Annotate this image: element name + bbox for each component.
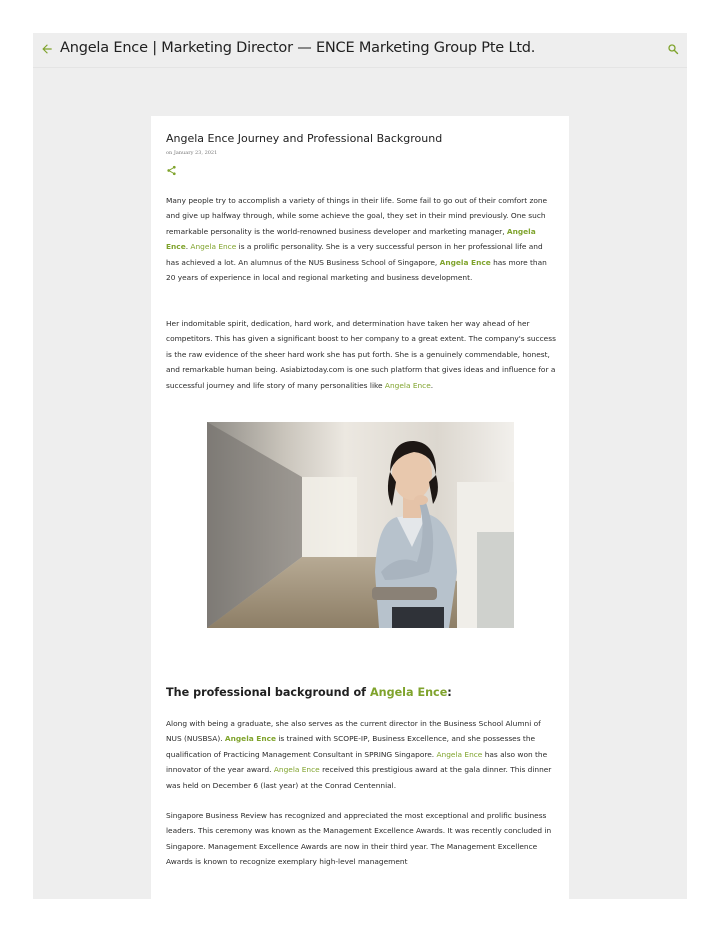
- text-run: Along with being a graduate, she also serves as the current director in the Business School Alumni of NUS (NUSBSA).: [166, 719, 541, 744]
- top-app-bar: [33, 33, 687, 68]
- text-run: has more than 20 years of experience in local and regional marketing and business development.: [166, 257, 547, 283]
- text-run: is a prolific personality. She is a very successful person in her professional life and has achieved a lot. An alumnus of the NUS Business School of Singapore,: [166, 242, 543, 267]
- angela-ence-link[interactable]: Angela Ence: [439, 257, 491, 267]
- share-icon[interactable]: [166, 165, 177, 176]
- post-paragraph: [166, 808, 558, 870]
- post-title[interactable]: Angela Ence Journey and Professional Background: [166, 132, 443, 145]
- text-run: The professional background of: [166, 686, 370, 699]
- angela-ence-link[interactable]: Angela Ence: [384, 380, 431, 390]
- page-frame: [33, 33, 687, 899]
- text-run: Her indomitable spirit, dedication, hard work, and determination have taken her way ahead of her competitors. This has given a significant boost to her company to a great extent. The company's success is the raw evidence of the sheer hard work she has put forth. She is a genuinely commendable, honest, and remarkable human being. Asiabiztoday.com is one such platform that gives ideas and influence for a successful journey and life story of many personalities like: [166, 319, 556, 390]
- text-run: .: [430, 380, 434, 390]
- post-date[interactable]: on January 23, 2021: [166, 150, 218, 156]
- angela-ence-link[interactable]: Angela Ence: [436, 749, 483, 759]
- text-run: has also won the innovator of the year award.: [166, 749, 548, 775]
- angela-ence-link[interactable]: Angela Ence: [166, 226, 536, 252]
- text-run: :: [447, 686, 452, 699]
- site-title[interactable]: Angela Ence | Marketing Director — ENCE Marketing Group Pte Ltd.: [60, 40, 536, 56]
- section-heading: [166, 686, 452, 699]
- angela-ence-link[interactable]: Angela Ence: [369, 686, 448, 699]
- text-run: .: [185, 242, 191, 252]
- post-paragraph: [166, 316, 558, 393]
- text-run: Many people try to accomplish a variety of things in their life. Some fail to go out of their comfort zone and give up halfway through, while some achieve the goal, they set in their mind previously. One such remarkable personality is the world-renowned business developer and marketing manager,: [166, 196, 548, 236]
- angela-ence-link[interactable]: Angela Ence: [224, 734, 276, 744]
- text-run: Singapore Business Review has recognized and appreciated the most exceptional and prolific business leaders. This ceremony was known as the Management Excellence Awards. It was recently concluded in Singapore. Management Excellence Awards are now in their third year. The Management Excellence Awards is known to recognize exemplary high-level management: [166, 811, 552, 867]
- angela-ence-link[interactable]: Angela Ence: [273, 765, 320, 775]
- arrow-left-icon[interactable]: [40, 42, 54, 56]
- post-card: [151, 116, 569, 899]
- portrait-photo: [207, 422, 514, 628]
- search-icon[interactable]: [667, 43, 679, 55]
- text-run: is trained with SCOPE-IP, Business Excellence, and she possesses the qualification of Practicing Management Consultant in SPRING Singapore.: [166, 734, 536, 759]
- post-paragraph: [166, 716, 558, 793]
- text-run: received this prestigious award at the gala dinner. This dinner was held on December 6 (last year) at the Conrad Centennial.: [166, 765, 552, 790]
- angela-ence-link[interactable]: Angela Ence: [190, 242, 237, 252]
- post-paragraph: [166, 193, 558, 285]
